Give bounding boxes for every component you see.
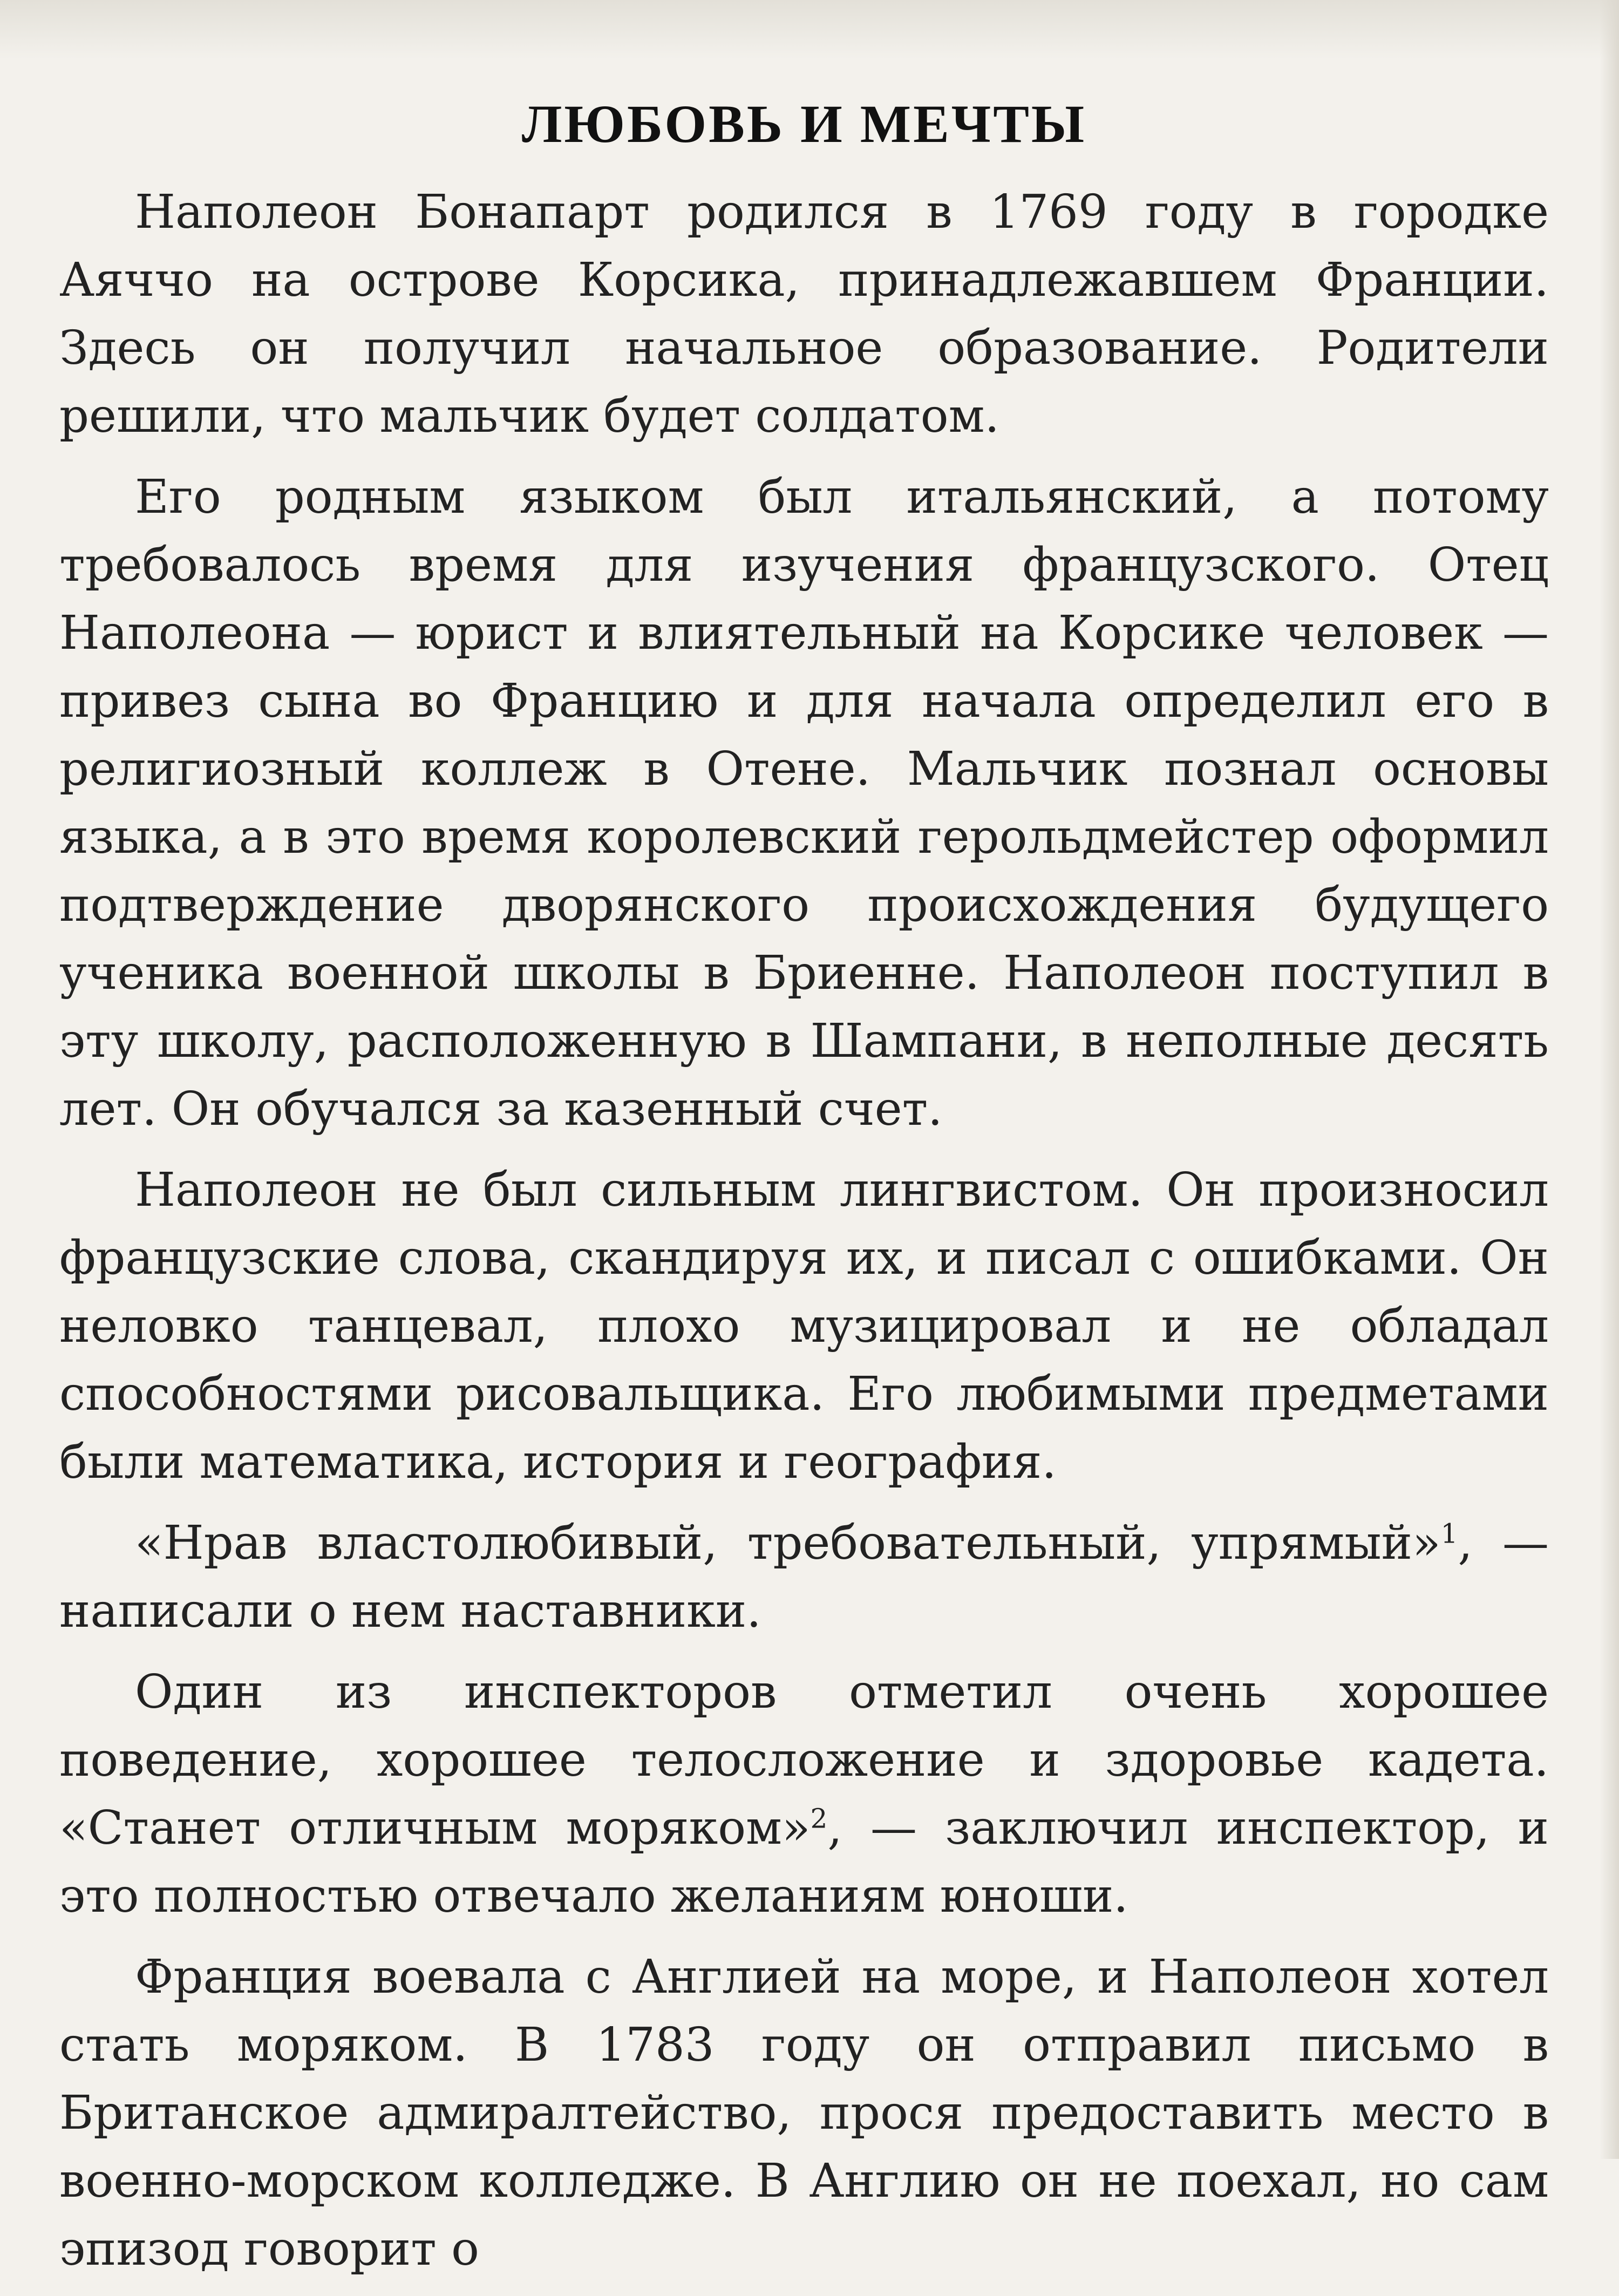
- paragraph-2: Его родным языком был итальянский, а потому требовалось время для изучения французского. Отец Наполеона — юрист и влиятельный на Корсике человек — привез сына во Францию и для начала определил его в религиозный коллеж в Отене. Мальчик познал основы языка, а в это время королевский герольдмейстер оформил подтверждение дворянского происхождения будущего ученика военной школы в Бриенне. Наполеон поступил в эту школу, расположенную в Шампани, в неполные десять лет. Он обучался за казенный счет.: [59, 470, 1549, 1136]
- paragraph-4: [59, 1509, 1549, 1645]
- footnote-ref-1: 1: [1440, 1518, 1458, 1550]
- paragraph-1: Наполеон Бонапарт родился в 1769 году в городке Аяччо на острове Корсика, принадлежавшем Франции. Здесь он получил начальное образование. Родители решили, что мальчик будет солдатом.: [59, 185, 1549, 443]
- book-page: [59, 92, 1549, 2296]
- paragraph-5-end: , — заключил инспектор, и это полностью отвечало желаниям юноши.: [59, 1801, 1549, 1923]
- paragraph-6: Франция воевала с Англией на море, и Наполеон хотел стать моряком. В 1783 году он отправил письмо в Британское адмиралтейство, прося предоставить место в военно-морском колледже. В Англию он не поехал, но сам эпизод говорит о: [59, 1950, 1549, 2276]
- quote-text: «Нрав властолюбивый, требовательный, упрямый»: [135, 1516, 1441, 1570]
- page-edge-shadow-right: [1600, 0, 1619, 2159]
- paragraph-5-start: Один из инспекторов отметил очень хорошее поведение, хорошее телосложение и здоровье кадета. «Станет отличным моряком»: [59, 1665, 1549, 1855]
- footnote-ref-2: 2: [810, 1803, 828, 1835]
- quote-attribution: , — написали о нем наставники.: [59, 1516, 1549, 1638]
- chapter-title: ЛЮБОВЬ И МЕЧТЫ: [521, 94, 1087, 154]
- paragraph-5: [59, 1658, 1549, 1930]
- paragraph-3: Наполеон не был сильным лингвистом. Он произносил французские слова, скандируя их, и писал с ошибками. Он неловко танцевал, плохо музицировал и не обладал способностями рисовальщика. Его любимыми предметами были математика, история и география.: [59, 1163, 1549, 1489]
- page-edge-shadow: [0, 0, 1619, 59]
